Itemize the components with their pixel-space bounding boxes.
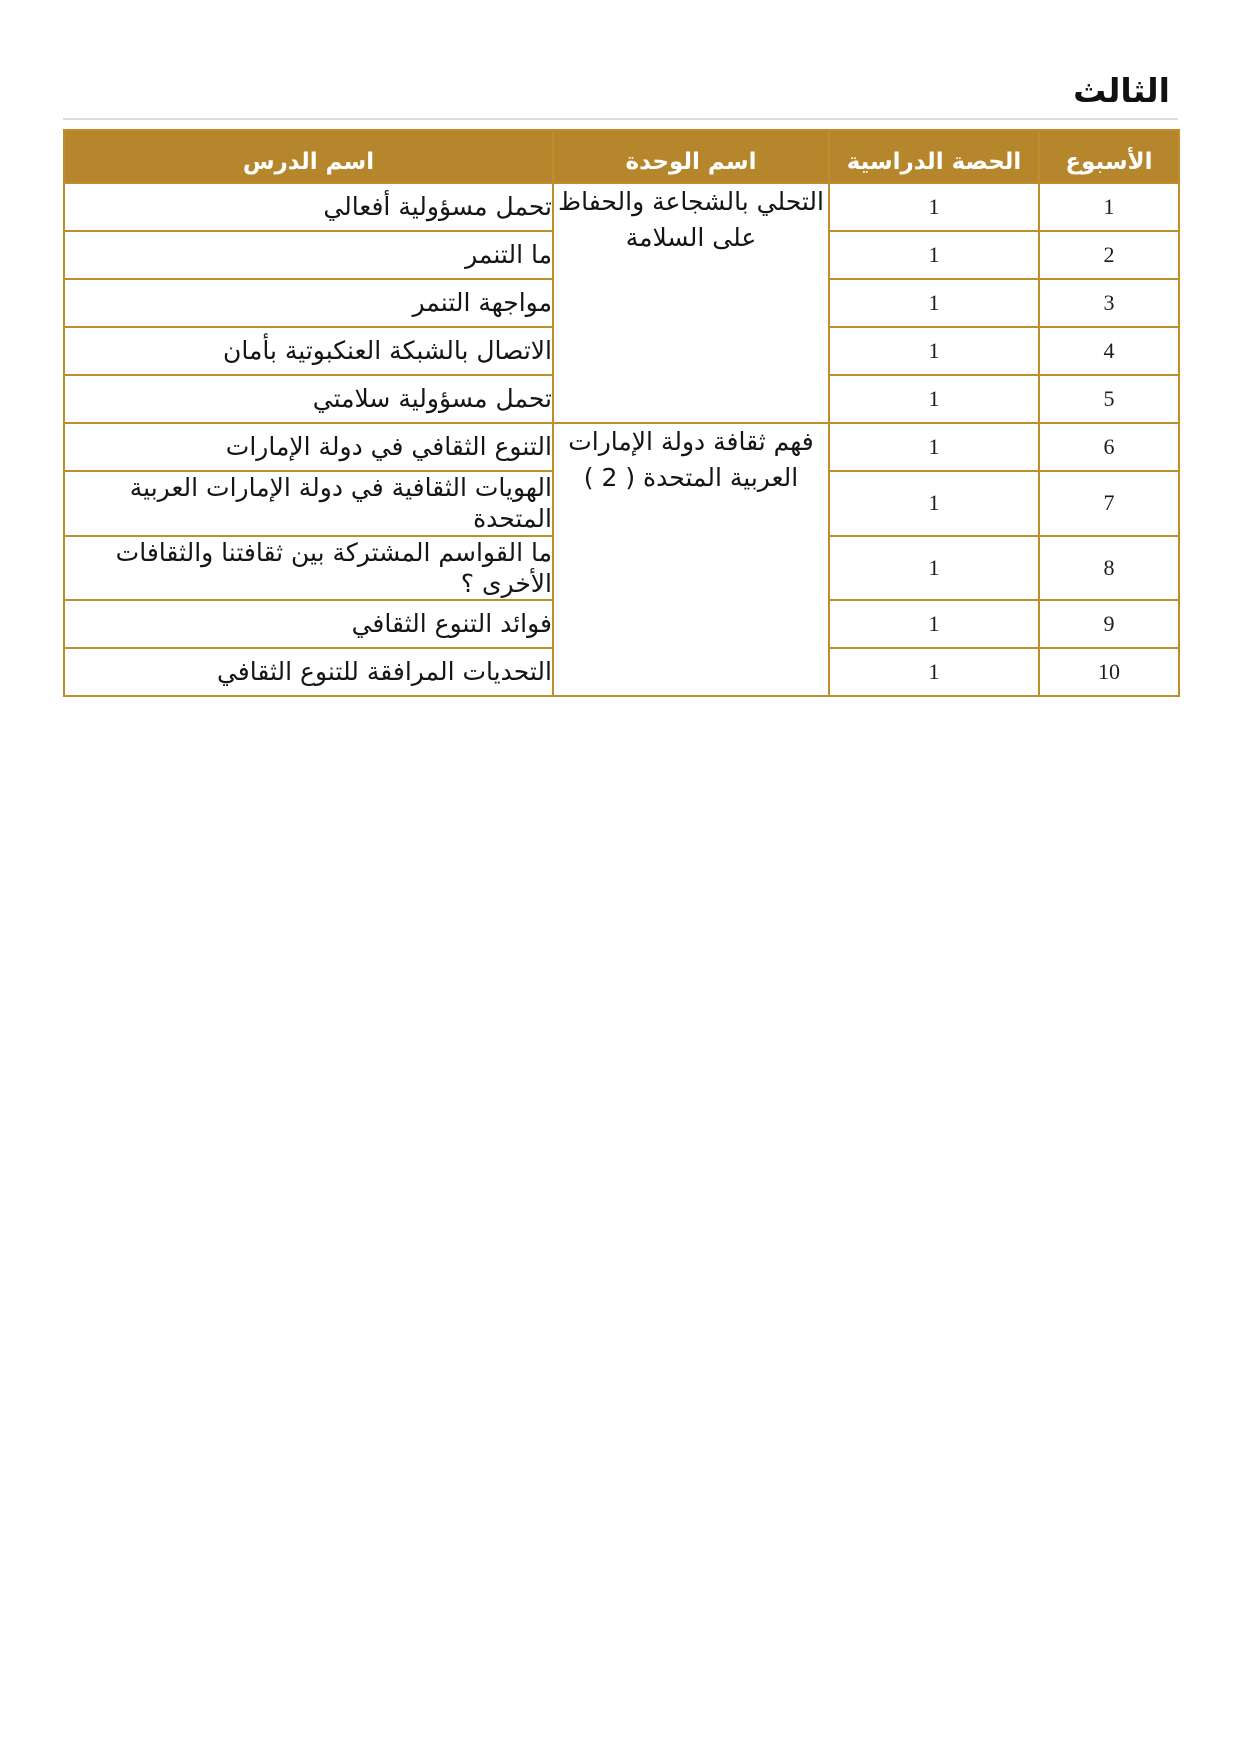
unit-cell: فهم ثقافة دولة الإمارات العربية المتحدة ( 2 ): [553, 423, 829, 696]
lesson-cell: فوائد التنوع الثقافي: [64, 600, 553, 648]
session-cell: 1: [829, 423, 1039, 471]
table-row: [64, 183, 1179, 231]
week-cell: 4: [1039, 327, 1179, 375]
week-cell: 1: [1039, 183, 1179, 231]
session-cell: 1: [829, 279, 1039, 327]
header-row: [64, 130, 1179, 183]
lesson-cell: مواجهة التنمر: [64, 279, 553, 327]
schedule-table: [63, 129, 1180, 697]
week-cell: 6: [1039, 423, 1179, 471]
session-cell: 1: [829, 648, 1039, 696]
week-cell: 2: [1039, 231, 1179, 279]
divider-rule: [63, 118, 1178, 120]
table-body: [64, 183, 1179, 696]
session-cell: 1: [829, 231, 1039, 279]
unit-cell: التحلي بالشجاعة والحفاظ على السلامة: [553, 183, 829, 423]
week-cell: 5: [1039, 375, 1179, 423]
lesson-cell: الهويات الثقافية في دولة الإمارات العربية المتحدة: [64, 471, 553, 536]
col-header-session: الحصة الدراسية: [829, 130, 1039, 183]
col-header-week: الأسبوع: [1039, 130, 1179, 183]
lesson-cell: ما التنمر: [64, 231, 553, 279]
session-cell: 1: [829, 471, 1039, 536]
col-header-unit: اسم الوحدة: [553, 130, 829, 183]
lesson-cell: ما القواسم المشتركة بين ثقافتنا والثقافات الأخرى ؟: [64, 536, 553, 601]
lesson-cell: الاتصال بالشبكة العنكبوتية بأمان: [64, 327, 553, 375]
table-header: [64, 130, 1179, 183]
week-cell: 3: [1039, 279, 1179, 327]
session-cell: 1: [829, 183, 1039, 231]
lesson-cell: تحمل مسؤولية أفعالي: [64, 183, 553, 231]
session-cell: 1: [829, 536, 1039, 601]
page-title: الثالث: [1073, 71, 1170, 110]
week-cell: 7: [1039, 471, 1179, 536]
session-cell: 1: [829, 375, 1039, 423]
table-row: [64, 423, 1179, 471]
week-cell: 8: [1039, 536, 1179, 601]
lesson-cell: التنوع الثقافي في دولة الإمارات: [64, 423, 553, 471]
session-cell: 1: [829, 327, 1039, 375]
week-cell: 9: [1039, 600, 1179, 648]
col-header-lesson: اسم الدرس: [64, 130, 553, 183]
lesson-cell: التحديات المرافقة للتنوع الثقافي: [64, 648, 553, 696]
lesson-cell: تحمل مسؤولية سلامتي: [64, 375, 553, 423]
session-cell: 1: [829, 600, 1039, 648]
week-cell: 10: [1039, 648, 1179, 696]
